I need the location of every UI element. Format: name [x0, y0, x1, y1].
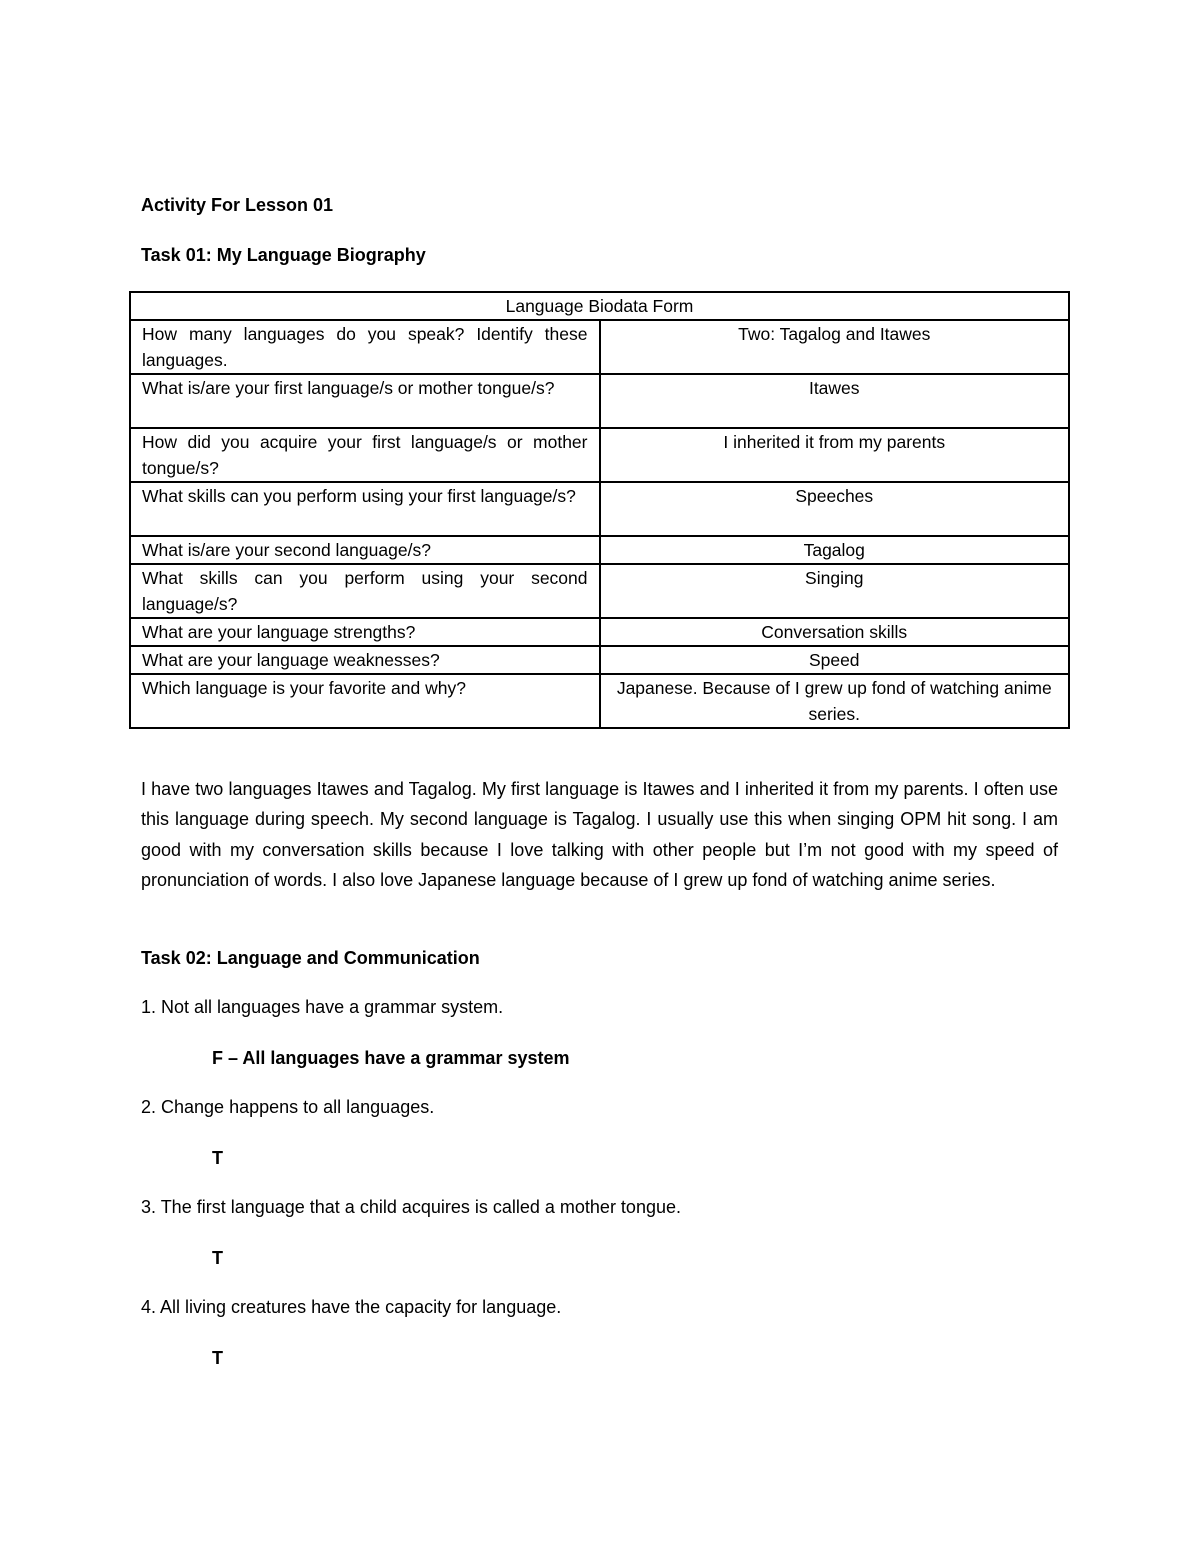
statement-answer: T	[212, 1348, 223, 1368]
answer-cell: Japanese. Because of I grew up fond of watching anime series.	[600, 674, 1070, 728]
answer-cell: Conversation skills	[600, 618, 1070, 646]
statement-item: 3. The first language that a child acquires is called a mother tongue.	[141, 1197, 681, 1217]
question-cell: Which language is your favorite and why?	[130, 674, 600, 728]
question-cell: How many languages do you speak? Identify these languages.	[130, 320, 600, 374]
table-row	[130, 536, 1069, 564]
answer-cell: Itawes	[600, 374, 1070, 428]
table-row	[130, 482, 1069, 536]
table-row	[130, 428, 1069, 482]
statement-answer: T	[212, 1248, 223, 1268]
table-row	[130, 564, 1069, 618]
statement-item: 1. Not all languages have a grammar system.	[141, 997, 504, 1017]
document-title: Activity For Lesson 01	[141, 195, 334, 215]
table-row	[130, 618, 1069, 646]
answer-cell: I inherited it from my parents	[600, 428, 1070, 482]
answer-cell: Speeches	[600, 482, 1070, 536]
table-row	[130, 374, 1069, 428]
table-header: Language Biodata Form	[130, 292, 1069, 320]
statement-answer: F – All languages have a grammar system	[212, 1048, 570, 1068]
answer-cell: Two: Tagalog and Itawes	[600, 320, 1070, 374]
task1-heading: Task 01: My Language Biography	[141, 245, 426, 265]
table-row	[130, 646, 1069, 674]
question-cell: What skills can you perform using your first language/s?	[130, 482, 600, 536]
statement-item: 2. Change happens to all languages.	[141, 1097, 435, 1117]
statement-item: 4. All living creatures have the capacity for language.	[141, 1297, 562, 1317]
statement-answer: T	[212, 1148, 223, 1168]
table-header-row	[130, 292, 1069, 320]
question-cell: What is/are your second language/s?	[130, 536, 600, 564]
answer-cell: Speed	[600, 646, 1070, 674]
language-biodata-table	[129, 291, 1070, 729]
question-cell: What are your language weaknesses?	[130, 646, 600, 674]
question-cell: What are your language strengths?	[130, 618, 600, 646]
biography-paragraph: I have two languages Itawes and Tagalog. My first language is Itawes and I inherited it from my parents. I often use this language during speech. My second language is Tagalog. I usually use this when singing OPM hit song. I am good with my conversation skills because I love talking with other people but I’m not good with my speed of pronunciation of words. I also love Japanese language because of I grew up fond of watching anime series.	[141, 779, 1058, 891]
task2-heading: Task 02: Language and Communication	[141, 948, 480, 968]
table-row	[130, 320, 1069, 374]
table-row	[130, 674, 1069, 728]
question-cell: How did you acquire your first language/s or mother tongue/s?	[130, 428, 600, 482]
question-cell: What skills can you perform using your second language/s?	[130, 564, 600, 618]
answer-cell: Tagalog	[600, 536, 1070, 564]
question-cell: What is/are your first language/s or mother tongue/s?	[130, 374, 600, 428]
answer-cell: Singing	[600, 564, 1070, 618]
